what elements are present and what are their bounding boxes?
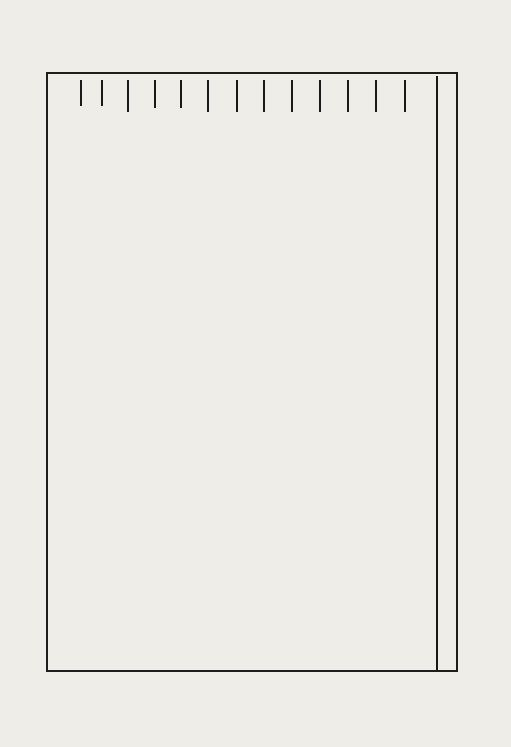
text-frame (46, 72, 458, 672)
